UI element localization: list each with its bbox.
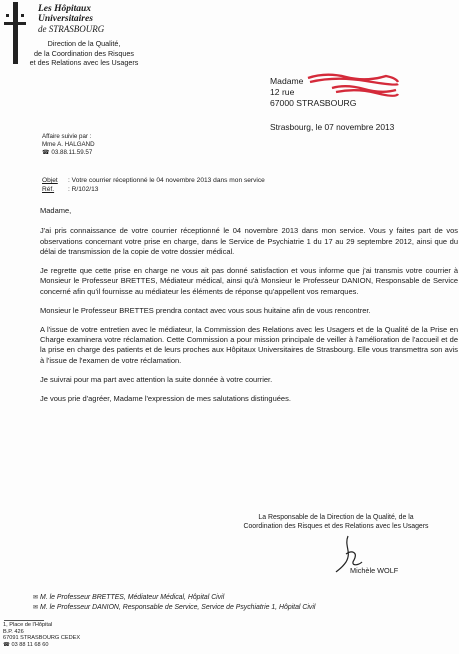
org-line-1: Les Hôpitaux <box>38 4 92 14</box>
department-name <box>24 39 144 68</box>
dept-line-2: de la Coordination des Risques <box>34 48 134 58</box>
signature-title-line-1: La Responsable de la Direction de la Qualité, de la <box>258 514 414 521</box>
org-line-2: Universitaires <box>38 14 93 24</box>
followed-by-name: Mme A. HALGAND <box>42 141 95 148</box>
paragraph-2: Je regrette que cette prise en charge ne vous ait pas donné satisfaction et vous informe que j'ai transmis votre courrier à Monsieur le Professeur BRETTES, Médiateur médical, ainsi qu'à Monsieur le Professeur DANION, Responsable de Service concerné afin qu'il fournisse au médiateur les éléments de réponse qu'appellent vos remarques. <box>40 265 458 296</box>
paragraph-1: J'ai pris connaissance de votre courrier réceptionné le 04 novembre 2013 dans mon service. Vous y faites part de vos observations concernant votre prise en charge, dans le Service de Psychiatrie 1 du 17 au 29 septembre 2012, ainsi que du délai de transmission de la copie de votre dossier médical. <box>40 226 458 256</box>
envelope-icon: ✉ <box>33 605 39 611</box>
reference-block <box>42 177 265 195</box>
salutation: Madame, <box>40 206 72 215</box>
signature-title-line-2: Coordination des Risques et des Relations avec les Usagers <box>243 523 429 530</box>
footer-divider <box>4 620 44 621</box>
dept-line-1: Direction de la Qualité, <box>47 39 121 48</box>
letter-body <box>40 206 458 413</box>
subject-value: : Votre courrier réceptionné le 04 novembre 2013 dans mon service <box>68 177 265 184</box>
cc-line-1-text: M. le Professeur BRETTES, Médiateur Médical, Hôpital Civil <box>40 594 225 601</box>
cc-line-2 <box>33 603 315 613</box>
subject-label: Objet <box>42 177 58 184</box>
envelope-icon: ✉ <box>33 595 39 601</box>
paragraph-5: Je suivrai pour ma part avec attention la suite donnée à votre courrier. <box>40 374 273 384</box>
signatory-name: Michèle WOLF <box>350 566 399 575</box>
paragraph-4: A l'issue de votre entretien avec le médiateur, la Commission des Relations avec les Usagers et de la Qualité de la Prise en Charge examinera votre réclamation. Cette Commission a pour mission principale de veiller à l'amélioration de l'accueil et de la prise en charge des patients et de leurs proches aux Hôpitaux Universitaires de Strasbourg. Elle vous transmettra son avis à l'issue de l'examen de votre réclamation. <box>40 324 458 365</box>
footer-line-1: 1, Place de l'Hôpital <box>3 622 53 628</box>
paragraph-3: Monsieur le Professeur BRETTES prendra contact avec vous sous huitaine afin de vous rencontrer. <box>40 305 371 315</box>
footer-address <box>3 622 80 649</box>
footer-line-3: 67091 STRASBOURG CEDEX <box>3 635 81 642</box>
dept-line-3: et des Relations avec les Usagers <box>29 58 139 67</box>
hospital-logo-icon <box>4 2 26 64</box>
followed-by-phone: ☎ 03.88.11.59.57 <box>42 149 93 156</box>
place-and-date: Strasbourg, le 07 novembre 2013 <box>270 122 395 132</box>
cc-line-2-text: M. le Professeur DANION, Responsable de Service, Service de Psychiatrie 1, Hôpital Civil <box>40 604 316 611</box>
footer-line-4: ☎ 03 88 11 68 60 <box>3 642 49 649</box>
footer-line-2: B.P. 426 <box>3 628 24 635</box>
recipient-line-1: Madame <box>270 76 304 86</box>
reference-value: : R/102/13 <box>68 185 99 193</box>
followed-by-block <box>42 133 95 157</box>
paragraph-6: Je vous prie d'agréer, Madame l'expression de mes salutations distinguées. <box>40 393 291 403</box>
recipient-line-2: 12 rue <box>270 87 295 97</box>
cc-line-1 <box>33 593 315 603</box>
recipient-line-3: 67000 STRASBOURG <box>270 98 357 108</box>
reference-label: Réf. <box>42 185 55 193</box>
org-line-3: de STRASBOURG <box>38 24 105 34</box>
organization-name <box>38 4 104 34</box>
redaction-scribble <box>306 72 400 102</box>
followed-by-label: Affaire suivie par : <box>42 133 92 140</box>
copy-recipients <box>33 593 315 613</box>
subject-line <box>42 177 265 186</box>
reference-line <box>42 186 265 195</box>
signature-title <box>215 513 457 531</box>
